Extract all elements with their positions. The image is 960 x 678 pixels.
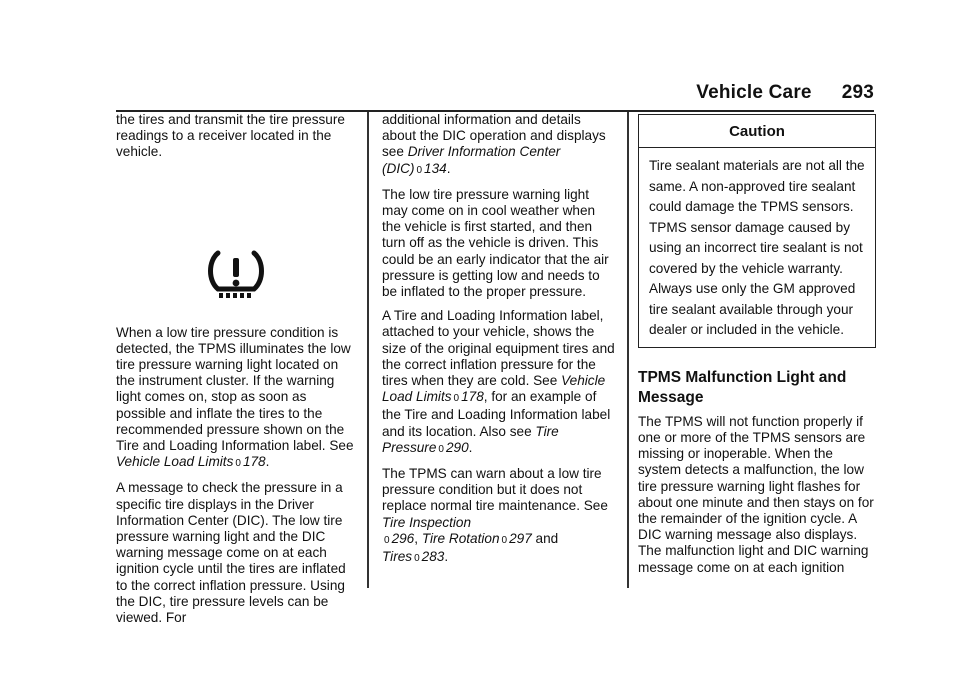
paragraph: When a low tire pressure condition is detected, the TPMS illuminates the low tire pressure warning light located on the instrument cluster. If the warning light comes on, stop as soon as possible and inflate the tires to the recommended pressure shown on the Tire and Loading Information label. See Vehicle Load Limits 0 178.: [116, 324, 354, 470]
paragraph: the tires and transmit the tire pressure readings to a receiver located in the vehicle.: [116, 112, 345, 160]
caution-box: [638, 114, 876, 348]
cross-reference-link[interactable]: Tires 0 283: [382, 549, 445, 565]
caution-body: Tire sealant materials are not all the same. A non-approved tire sealant could damage the TPMS sensors. TPMS sensor damage caused by using an incorrect tire sealant is not covered by the vehicle warranty. Always use only the GM approved tire sealant available through your dealer or included in the vehicle.: [649, 158, 865, 338]
column-divider: [627, 112, 629, 588]
section-heading: TPMS Malfunction Light and Message: [638, 368, 847, 406]
paragraph: The TPMS can warn about a low tire pressure condition but it does not replace normal tire maintenance. See Tire Inspection 0 296, Tire Rotation 0 297 and Tires 0 283.: [382, 466, 608, 565]
column-3: [638, 112, 876, 584]
paragraph: additional information and details about the DIC operation and displays see Driver Information Center (DIC) 0 134.: [382, 112, 606, 176]
cross-reference-link[interactable]: Tire Pressure 0 290: [382, 423, 559, 455]
cross-reference-link[interactable]: Driver Information Center (DIC) 0 134: [382, 144, 561, 176]
paragraph: A Tire and Loading Information label, attached to your vehicle, shows the size of the original equipment tires and the correct inflation pressure for the tires when they are cold. See Vehicle Load Limits 0 178, for an example of the Tire and Loading Information label and its location. Also see Tire Pressure 0 290.: [382, 308, 615, 455]
paragraph: A message to check the pressure in a specific tire displays in the Driver Information Center (DIC). The low tire pressure warning light and the DIC warning message come on at each ignition cycle until the tires are inflated to the correct inflation pressure. Using the DIC, tire pressure levels can be viewed. For: [116, 480, 346, 626]
section-title: Vehicle Care: [696, 82, 812, 103]
page-number: 293: [841, 82, 874, 103]
paragraph: The low tire pressure warning light may come on in cool weather when the vehicle is first started, and then turn off as the vehicle is driven. This could be an early indicator that the air pressure is getting low and needs to be inflated to the proper pressure.: [382, 186, 609, 300]
cross-reference-link[interactable]: Vehicle Load Limits 0 178: [382, 373, 606, 405]
page-header: [696, 82, 874, 104]
cross-reference-link[interactable]: Tire Rotation 0 297: [421, 530, 532, 546]
column-2: [382, 112, 616, 575]
column-1: [116, 112, 356, 634]
caution-title: Caution: [639, 115, 875, 148]
cross-reference-link[interactable]: Vehicle Load Limits 0 178: [116, 454, 266, 470]
cross-reference-link[interactable]: Tire Inspection 0 296: [382, 514, 472, 546]
tire-pressure-warning-icon: [204, 247, 268, 303]
column-divider: [367, 112, 369, 588]
paragraph: The TPMS will not function properly if one or more of the TPMS sensors are missing or inoperable. When the system detects a malfunction, the low tire pressure warning light flashes for about one minute and then stays on for the remainder of the ignition cycle. A DIC warning message also displays. The malfunction light and DIC warning message come on at each ignition: [638, 413, 874, 575]
